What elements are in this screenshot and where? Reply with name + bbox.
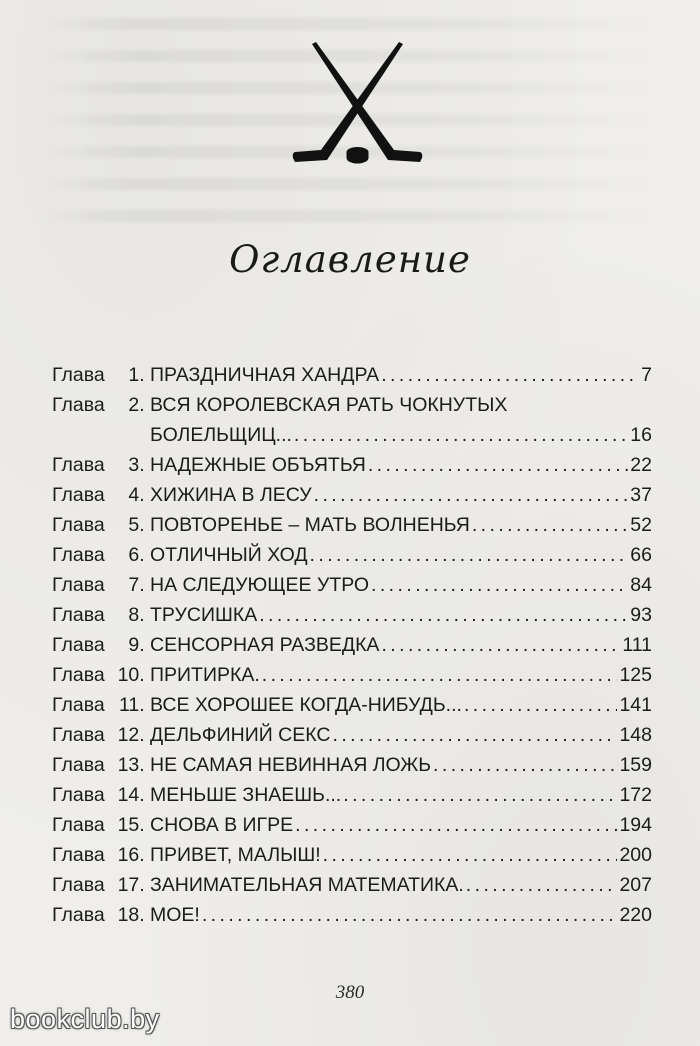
chapter-title: ВСЕ ХОРОШЕЕ КОГДА-НИБУДЬ... (150, 694, 462, 716)
chapter-number: 1. (128, 364, 145, 386)
toc-entry (52, 870, 652, 900)
chapter-label: Глава (52, 544, 105, 566)
toc-entry (52, 600, 652, 630)
chapter-title: ПОВТОРЕНЬЕ – МАТЬ ВОЛНЕНЬЯ (150, 514, 470, 536)
chapter-page: 22 (630, 454, 652, 476)
chapter-page: 125 (619, 664, 652, 686)
chapter-title: ДЕЛЬФИНИЙ СЕКС (150, 724, 331, 746)
chapter-number: 11. (119, 694, 145, 716)
dot-leader (294, 420, 628, 450)
dot-leader (433, 750, 617, 780)
dot-leader (262, 660, 618, 690)
toc-entry (52, 720, 652, 750)
toc-entry (52, 390, 652, 450)
chapter-page: 93 (630, 604, 652, 626)
chapter-label: Глава (52, 604, 105, 626)
dot-leader (466, 870, 618, 900)
toc-entry (52, 840, 652, 870)
chapter-title: ПРИТИРКА. (150, 664, 260, 686)
chapter-page: 66 (630, 544, 652, 566)
chapter-title: ЗАНИМАТЕЛЬНАЯ МАТЕМАТИКА. (150, 874, 464, 896)
chapter-label: Глава (52, 754, 105, 776)
chapter-label: Глава (52, 574, 105, 596)
chapter-title: ПРАЗДНИЧНАЯ ХАНДРА (150, 364, 380, 386)
chapter-number: 4. (128, 484, 145, 506)
chapter-number: 17. (117, 874, 145, 896)
dot-leader (381, 360, 639, 390)
chapter-number: 12. (117, 724, 145, 746)
chapter-page: 84 (630, 574, 652, 596)
chapter-title: ПРИВЕТ, МАЛЫШ! (150, 844, 321, 866)
chapter-title: НА СЛЕДУЮЩЕЕ УТРО (150, 574, 370, 596)
dot-leader (202, 900, 618, 930)
chapter-title-continued: БОЛЕЛЬЩИЦ... (150, 424, 292, 446)
chapter-number: 5. (128, 514, 145, 536)
chapter-page: 37 (630, 484, 652, 506)
chapter-label: Глава (52, 904, 105, 926)
page-number: 380 (335, 982, 365, 1003)
chapter-number: 3. (128, 454, 145, 476)
toc-entry (52, 480, 652, 510)
chapter-title: ХИЖИНА В ЛЕСУ (150, 484, 312, 506)
chapter-title: СНОВА В ИГРЕ (150, 814, 294, 836)
chapter-label: Глава (52, 514, 105, 536)
dot-leader (472, 510, 628, 540)
chapter-title: НЕ САМАЯ НЕВИННАЯ ЛОЖЬ (150, 754, 432, 776)
chapter-number: 9. (128, 634, 145, 656)
hockey-sticks-puck-icon (290, 40, 425, 172)
dot-leader (314, 480, 629, 510)
chapter-number: 8. (128, 604, 145, 626)
chapter-page: 52 (630, 514, 652, 536)
chapter-title: ВСЯ КОРОЛЕВСКАЯ РАТЬ ЧОКНУТЫХ (150, 394, 508, 416)
chapter-title: ОТЛИЧНЫЙ ХОД (150, 544, 308, 566)
table-of-contents (52, 360, 652, 930)
chapter-number: 13. (117, 754, 145, 776)
chapter-label: Глава (52, 694, 105, 716)
chapter-number: 14. (117, 784, 145, 806)
chapter-title: НАДЕЖНЫЕ ОБЪЯТЬЯ (150, 454, 366, 476)
chapter-number: 15. (117, 814, 145, 836)
chapter-page: 141 (619, 694, 652, 716)
toc-entry (52, 810, 652, 840)
chapter-label: Глава (52, 724, 105, 746)
chapter-page: 148 (619, 724, 652, 746)
chapter-number: 16. (117, 844, 145, 866)
dot-leader (333, 720, 618, 750)
chapter-page: 207 (619, 874, 652, 896)
chapter-label: Глава (52, 634, 105, 656)
chapter-page: 16 (630, 424, 652, 446)
chapter-label: Глава (52, 874, 105, 896)
chapter-number: 18. (117, 904, 145, 926)
toc-entry (52, 570, 652, 600)
dot-leader (381, 630, 620, 660)
chapter-label: Глава (52, 454, 105, 476)
chapter-page: 159 (619, 754, 652, 776)
chapter-title: СЕНСОРНАЯ РАЗВЕДКА (150, 634, 380, 656)
toc-entry (52, 630, 652, 660)
toc-entry (52, 900, 652, 930)
dot-leader (371, 570, 628, 600)
chapter-label: Глава (52, 484, 105, 506)
dot-leader (343, 780, 617, 810)
chapter-label: Глава (52, 844, 105, 866)
chapter-title: МЕНЬШЕ ЗНАЕШЬ... (150, 784, 342, 806)
chapter-label: Глава (52, 664, 105, 686)
toc-entry (52, 360, 652, 390)
toc-entry (52, 750, 652, 780)
chapter-title: МОЕ! (150, 904, 200, 926)
chapter-page: 172 (619, 784, 652, 806)
watermark: bookclub.by (10, 1004, 160, 1034)
toc-entry (52, 660, 652, 690)
dot-leader (310, 540, 629, 570)
chapter-page: 7 (641, 364, 652, 386)
chapter-number: 7. (128, 574, 145, 596)
toc-entry (52, 780, 652, 810)
toc-heading: Оглавление (229, 238, 471, 281)
dot-leader (464, 690, 618, 720)
chapter-page: 111 (622, 634, 652, 656)
chapter-title: ТРУСИШКА (150, 604, 258, 626)
toc-entry (52, 450, 652, 480)
dot-leader (259, 600, 628, 630)
chapter-number: 6. (128, 544, 145, 566)
chapter-page: 200 (619, 844, 652, 866)
chapter-number: 10. (117, 664, 145, 686)
dot-leader (368, 450, 628, 480)
chapter-page: 194 (619, 814, 652, 836)
chapter-label: Глава (52, 364, 105, 386)
chapter-label: Глава (52, 784, 105, 806)
dot-leader (295, 810, 617, 840)
chapter-number: 2. (128, 394, 145, 416)
chapter-label: Глава (52, 814, 105, 836)
toc-entry (52, 510, 652, 540)
toc-entry (52, 690, 652, 720)
chapter-page: 220 (619, 904, 652, 926)
dot-leader (323, 840, 618, 870)
chapter-label: Глава (52, 394, 105, 416)
toc-entry (52, 540, 652, 570)
